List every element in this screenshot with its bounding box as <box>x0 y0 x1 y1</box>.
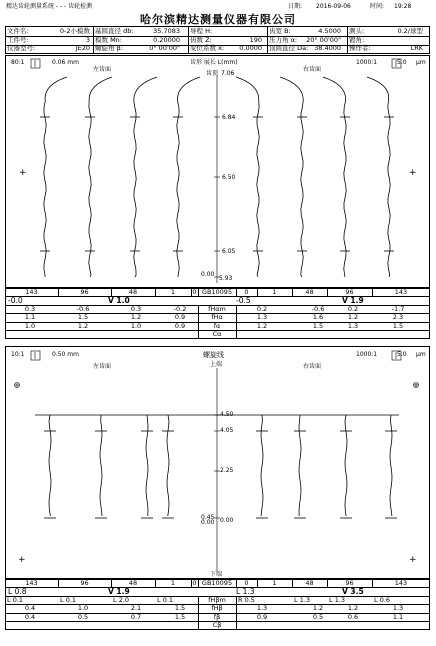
profile-trace <box>177 77 200 277</box>
table-cell-right: 1.1 <box>392 612 404 621</box>
table-header-cell: 143 <box>394 579 408 587</box>
app-title: 精达齿轮测量系统 - - - 齿轮检测 <box>6 3 93 10</box>
table-header-cell: 143 <box>25 579 38 587</box>
profile-tick-1: 6.84 <box>222 114 236 121</box>
table-header-cell: 48 <box>305 288 314 296</box>
profile-tick-0: 7.06 <box>221 70 235 77</box>
profile-trace <box>134 77 157 277</box>
info-value: 0.0000 <box>239 44 262 52</box>
table-header-cell: 48 <box>305 579 314 587</box>
info-value: 0.20000 <box>153 35 180 44</box>
helix-trace <box>390 415 392 516</box>
table-quality-cell: L 1.3 <box>236 587 255 597</box>
helix-scale-right-box <box>392 351 401 360</box>
profile-tick-5: 5.93 <box>219 275 233 282</box>
profile-scale-left: 80:1 <box>11 59 25 66</box>
helix-trace <box>49 415 51 516</box>
info-col-divider <box>93 26 94 54</box>
helix-tick-3: 0.45 <box>201 514 215 521</box>
helix-trace <box>261 415 263 516</box>
info-value: 3 <box>85 35 90 44</box>
profile-trace <box>323 77 346 277</box>
table-cell-left: 0.7 <box>130 612 142 621</box>
table-cell-left: 0.9 <box>174 321 186 330</box>
table-col-divider <box>198 288 199 296</box>
helix-bottom-label: 下端 <box>210 571 223 578</box>
table-cell-left: -0.6 <box>76 304 90 313</box>
table-header-cell: 143 <box>25 288 38 296</box>
table-col-divider <box>198 596 199 630</box>
profile-scale-right-box <box>392 59 401 68</box>
table-cell-left: 1.0 <box>130 321 142 330</box>
table-header-cell: 48 <box>128 288 138 296</box>
table-row-divider <box>5 330 430 331</box>
table-cell-left: 1.2 <box>77 321 89 330</box>
table-cell-right: 1.5 <box>312 321 324 330</box>
helix-unit: μm <box>416 351 426 358</box>
table-col-divider <box>111 579 112 587</box>
table-cell-left: L 2.0 <box>113 595 130 604</box>
info-key: 操作者: <box>349 44 371 52</box>
table-header-cell: 0 <box>192 288 197 296</box>
table-cell-right: 2.3 <box>392 313 404 322</box>
table-cell-left: 1.5 <box>174 604 186 613</box>
profile-tick-3: 6.05 <box>222 248 236 255</box>
table-cell-right: 1.3 <box>256 604 268 613</box>
table-cell-left: 0.3 <box>24 304 36 313</box>
table-row-divider <box>5 305 430 306</box>
table-row-label: Cβ <box>212 621 222 629</box>
profile-chart <box>5 55 430 288</box>
table-cell-left: 0.4 <box>24 604 36 613</box>
table-cell-right: L 1.3 <box>329 595 346 604</box>
info-key: 齿数 Z: <box>190 35 212 44</box>
table-cell-right: 0.2 <box>256 304 268 313</box>
table-header-cell: 0 <box>244 288 249 296</box>
table-col-divider <box>372 288 373 296</box>
helix-tick-2: 2.25 <box>220 467 234 474</box>
time-label: 时间: <box>370 3 385 10</box>
info-key: 测头: <box>349 27 365 35</box>
helix-scale-right-len: 5.0 <box>397 351 407 358</box>
table-cell-right: 1.2 <box>347 604 359 613</box>
table-row-label: fHαm <box>208 304 226 313</box>
table-cell-right: 0.2 <box>347 304 359 313</box>
table-col-divider <box>236 288 237 296</box>
profile-trace <box>89 77 112 277</box>
helix-tick-0: 4.50 <box>220 411 234 418</box>
table-header-cell: 0 <box>192 579 197 587</box>
table-cell-left: 0.9 <box>174 313 186 322</box>
table-quality-cell: V 3.5 <box>342 587 364 597</box>
table-cell-left: -0.2 <box>173 304 187 313</box>
profile-scale-right-len: 5.0 <box>397 59 407 66</box>
info-key: 模数 Mn: <box>95 35 122 44</box>
table-col-divider <box>292 288 293 296</box>
table-row-divider <box>5 621 430 622</box>
table-cell-right: 0.6 <box>347 612 359 621</box>
table-col-divider <box>155 579 156 587</box>
info-value: 190 <box>249 35 262 44</box>
table-col-divider <box>327 579 328 587</box>
helix-top-label: 上端 <box>210 361 223 368</box>
table-col-divider <box>58 579 59 587</box>
table-col-divider <box>198 305 199 339</box>
table-header-cell: 96 <box>80 579 89 587</box>
table-cell-right: L 0.6 <box>374 595 391 604</box>
table-header-cell: 1 <box>272 579 277 587</box>
info-value: 35.7083 <box>153 27 180 35</box>
table-cell-left: 1.0 <box>24 321 36 330</box>
helix-title: 螺旋线 <box>203 351 224 359</box>
table-cell-right: 1.2 <box>312 604 324 613</box>
helix-scale-left-box <box>31 351 40 360</box>
table-quality-cell: V 1.0 <box>108 296 130 306</box>
table-cell-left: 1.2 <box>130 313 142 322</box>
helix-scale-left-len: 0.50 mm <box>52 351 79 358</box>
table-row-label: fβ <box>213 612 221 621</box>
profile-scale-left-len: 0.06 mm <box>52 59 79 66</box>
table-row-label: fα <box>213 321 221 330</box>
info-value: 0-2小模数 <box>59 27 90 35</box>
table-quality-cell: -0.5 <box>236 296 251 306</box>
table-quality-cell: -0.0 <box>8 296 23 306</box>
table-col-divider <box>191 579 192 587</box>
table-cell-right: -1.7 <box>391 304 405 313</box>
table-cell-right: 1.3 <box>392 604 404 613</box>
info-row-divider <box>5 45 430 46</box>
info-key: 齿宽 B: <box>269 27 291 35</box>
table-cell-left: 0.4 <box>24 612 36 621</box>
table-row-label: fHβ <box>211 604 223 613</box>
table-cell-right: 0.9 <box>256 612 268 621</box>
info-value: 0° 00'00" <box>149 44 180 52</box>
profile-tick-4: 0.00 <box>201 271 215 278</box>
profile-scale-left-box <box>31 59 40 68</box>
helix-left-flank-label: 左齿面 <box>93 363 112 370</box>
profile-trace <box>367 77 390 277</box>
table-col-divider <box>58 288 59 296</box>
table-col-divider <box>191 288 192 296</box>
table-col-divider <box>111 288 112 296</box>
info-key: 文件名: <box>7 27 29 35</box>
helix-scale-right: 1000:1 <box>356 351 378 358</box>
table-cell-left: 1.1 <box>24 313 36 322</box>
info-key: 螺旋角 β: <box>95 44 123 52</box>
table-header-cell: GB10095 <box>201 288 233 296</box>
table-col-divider <box>236 596 237 630</box>
info-col-divider <box>347 26 348 54</box>
info-key: 顶圆直径 Da: <box>269 44 309 52</box>
info-value: 0.2/球型 <box>397 27 423 35</box>
profile-top-label: 齿顶 <box>206 70 219 77</box>
table-cell-right: R 0.5 <box>238 595 255 604</box>
profile-left-flank-label: 左齿面 <box>93 66 112 73</box>
profile-plus-right: + <box>409 168 417 178</box>
info-col-divider <box>267 26 268 54</box>
time-value: 19:28 <box>394 3 412 10</box>
helix-trace <box>146 415 148 516</box>
table-quality-cell: L 0.8 <box>8 587 27 597</box>
table-row-divider <box>5 596 430 597</box>
table-row-divider <box>5 587 430 588</box>
table-header-cell: 96 <box>345 579 354 587</box>
info-key: 变位系数 x: <box>190 44 225 52</box>
table-row-label: fHα <box>211 313 223 322</box>
date-value: 2016-09-06 <box>316 3 351 10</box>
profile-trace <box>280 77 303 277</box>
helix-tick-1: 4.05 <box>220 427 234 434</box>
table-cell-right: 1.3 <box>347 321 359 330</box>
table-cell-right: 1.2 <box>347 313 359 322</box>
helix-tick-5: 0.00 <box>201 519 215 526</box>
profile-tick-2: 6.50 <box>222 174 236 181</box>
table-col-divider <box>236 579 237 587</box>
helix-scale-left: 10:1 <box>11 351 25 358</box>
table-row-label: fHβm <box>208 595 226 604</box>
profile-scale-right: 1000:1 <box>356 59 378 66</box>
table-cell-left: 1.0 <box>77 604 89 613</box>
table-cell-left: 0.5 <box>77 612 89 621</box>
info-key: 导程 H: <box>190 27 213 35</box>
info-key: 压力角 α: <box>269 35 298 44</box>
profile-title: 齿形 展长 L(mm) <box>190 59 238 66</box>
table-row-divider <box>5 322 430 323</box>
helix-trace <box>167 415 169 516</box>
table-header-cell: GB10095 <box>201 579 233 587</box>
table-quality-cell: V 1.9 <box>108 587 130 597</box>
table-col-divider <box>327 288 328 296</box>
date-label: 日期: <box>288 3 303 10</box>
info-value: JE20 <box>75 44 90 52</box>
table-row-divider <box>5 296 430 297</box>
table-col-divider <box>236 305 237 339</box>
table-header-cell: 48 <box>128 579 138 587</box>
table-cell-right: -0.6 <box>311 304 325 313</box>
helix-trace <box>100 415 102 516</box>
profile-right-flank-label: 右齿面 <box>303 66 322 73</box>
table-header-cell: 1 <box>170 579 176 587</box>
info-row-divider <box>5 36 430 37</box>
table-cell-right: 1.2 <box>256 321 268 330</box>
svg-text:+: + <box>18 555 26 565</box>
table-header-cell: 143 <box>394 288 408 296</box>
profile-trace <box>44 77 67 277</box>
helix-trace <box>299 415 301 516</box>
table-header-cell: 0 <box>244 579 249 587</box>
table-cell-left: 1.5 <box>77 313 89 322</box>
table-cell-right: 1.3 <box>256 313 268 322</box>
info-key: 镀角: <box>349 35 365 44</box>
table-header-cell: 1 <box>170 288 176 296</box>
table-cell-left: L 0.1 <box>7 595 24 604</box>
table-col-divider <box>292 579 293 587</box>
table-cell-right: L 1.3 <box>294 595 311 604</box>
table-col-divider <box>372 579 373 587</box>
helix-trace <box>345 415 347 516</box>
profile-unit: μm <box>416 59 426 66</box>
table-cell-left: L 0.1 <box>60 595 77 604</box>
table-col-divider <box>198 579 199 587</box>
table-cell-left: 2.1 <box>130 604 142 613</box>
profile-trace <box>236 77 259 277</box>
table-cell-right: 1.5 <box>392 321 404 330</box>
info-key: 工件号: <box>7 35 29 44</box>
info-value: 20° 00'00" <box>306 35 341 44</box>
company-name: 哈尔滨精达测量仪器有限公司 <box>140 13 296 26</box>
table-header-cell: 96 <box>345 288 354 296</box>
table-cell-left: L 0.1 <box>157 595 174 604</box>
table-header-cell: 96 <box>80 288 89 296</box>
info-value: LRK <box>410 44 423 52</box>
info-value: 4.5000 <box>318 27 341 35</box>
helix-tick-4: 0.00 <box>220 517 234 524</box>
table-cell-left: 0.3 <box>130 304 142 313</box>
table-cell-right: 0.5 <box>312 612 324 621</box>
table-row-divider <box>5 613 430 614</box>
table-header-cell: 1 <box>272 288 277 296</box>
table-cell-left: 1.5 <box>174 612 186 621</box>
table-col-divider <box>257 579 258 587</box>
table-col-divider <box>155 288 156 296</box>
info-key: 仪器型号: <box>7 44 36 52</box>
info-value: 38.4000 <box>314 44 341 52</box>
table-col-divider <box>257 288 258 296</box>
table-cell-right: 1.6 <box>312 313 324 322</box>
svg-text:+: + <box>409 555 417 565</box>
table-quality-cell: V 1.9 <box>342 296 364 306</box>
table-row-divider <box>5 313 430 314</box>
helix-chart <box>5 346 430 579</box>
profile-plus-left: + <box>19 168 27 178</box>
table-row-divider <box>5 604 430 605</box>
table-row-label: Cα <box>212 330 222 338</box>
helix-right-flank-label: 右齿面 <box>303 363 322 370</box>
info-col-divider <box>188 26 189 54</box>
info-key: 基圆直径 db: <box>95 27 134 35</box>
